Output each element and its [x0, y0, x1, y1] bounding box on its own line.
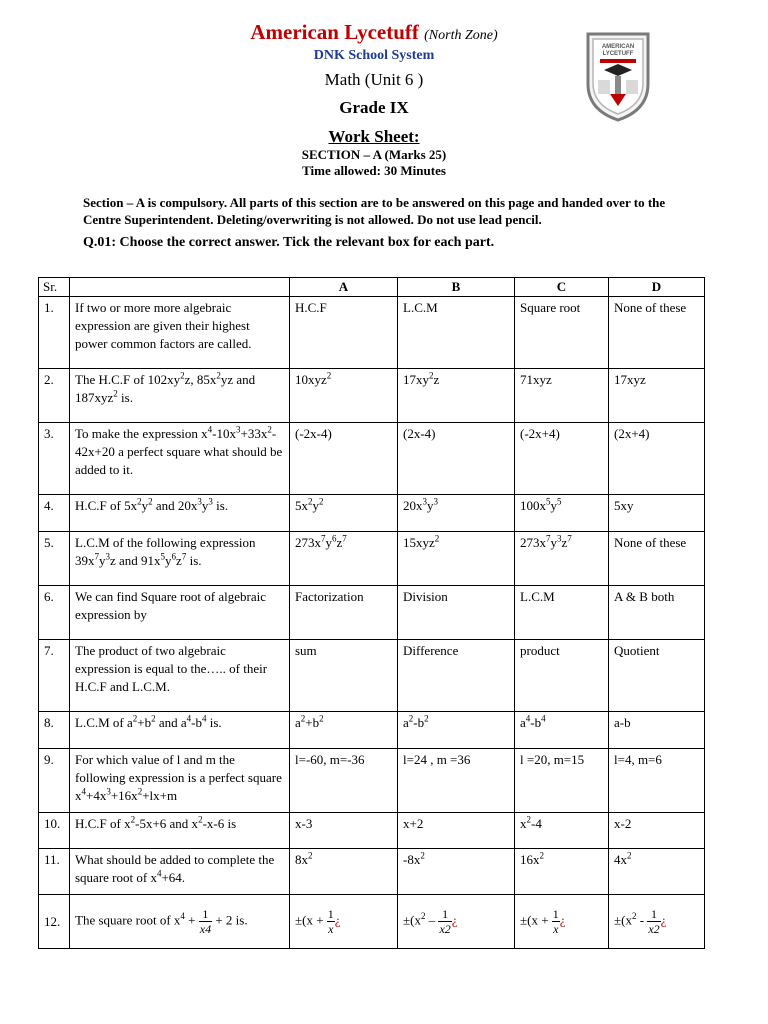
option-a[interactable]: l=-60, m=-36 [290, 749, 398, 813]
option-c[interactable]: (-2x+4) [515, 423, 609, 495]
table-row [39, 369, 705, 423]
question-text: H.C.F of $x^2-5x+6$ and $x^2-x-6$ is [70, 813, 290, 849]
grade-title: Grade IX [339, 98, 409, 117]
option-d[interactable]: 5xy [609, 495, 705, 532]
table-header-row [39, 278, 705, 297]
option-b[interactable]: l=24 , m =36 [398, 749, 515, 813]
option-a[interactable]: (-2x-4) [290, 423, 398, 495]
question-number: 10. [39, 813, 70, 849]
question-text: The product of two algebraic expression is equal to the….. of their H.C.F and L.C.M. [70, 640, 290, 712]
question-number: 1. [39, 297, 70, 369]
school-name: American Lycetuff [250, 20, 419, 44]
question-text: We can find Square root of algebraic expression by [70, 586, 290, 640]
section-title: SECTION – A (Marks 25) [301, 147, 447, 162]
option-c[interactable]: $a^4-b^4$ [515, 712, 609, 749]
header-sr: Sr. [39, 278, 70, 297]
table-row [39, 532, 705, 586]
option-c[interactable]: Square root [515, 297, 609, 369]
option-d[interactable]: a-b [609, 712, 705, 749]
question-number: 6. [39, 586, 70, 640]
question-text: H.C.F of $5x^2y^2$ and $20x^3y^3$ is. [70, 495, 290, 532]
option-d[interactable]: (2x+4) [609, 423, 705, 495]
question-number: 11. [39, 849, 70, 895]
question-text: If two or more more algebraic expression are given their highest power common factors are called. [70, 297, 290, 369]
option-a[interactable]: $8x^2$ [290, 849, 398, 895]
option-b[interactable]: L.C.M [398, 297, 515, 369]
header-option-c: C [515, 278, 609, 297]
table-row [39, 849, 705, 895]
question-text: For which value of l and m the following expression is a perfect square $x^4+4x^3+16x^2+lx+m$ [70, 749, 290, 813]
logo-text-2: LYCETUFF [602, 51, 634, 57]
table-row [39, 749, 705, 813]
table-row [39, 640, 705, 712]
logo-red-band [600, 59, 636, 63]
question-number: 9. [39, 749, 70, 813]
table-row [39, 712, 705, 749]
option-c[interactable]: ±(x + $\frac{1}{x}$ ¿ [515, 895, 609, 949]
option-d[interactable]: None of these [609, 297, 705, 369]
option-b[interactable]: $\pm(x^2$ – $\frac{1}{x2}$ ¿ [398, 895, 515, 949]
question-text: L.C.M of the following expression $39x^7y^3z$ and $91x^5y^6z^7$ is. [70, 532, 290, 586]
option-c[interactable]: product [515, 640, 609, 712]
option-d[interactable]: $\pm(x^2$ - $\frac{1}{x2}$ ¿ [609, 895, 705, 949]
question-number: 7. [39, 640, 70, 712]
table-row [39, 297, 705, 369]
option-d[interactable]: x-2 [609, 813, 705, 849]
worksheet-label: Work Sheet: [328, 127, 420, 146]
table-row [39, 895, 705, 949]
option-a[interactable]: 10xyz$^2$ [290, 369, 398, 423]
option-d[interactable]: l=4, m=6 [609, 749, 705, 813]
header-option-a: A [290, 278, 398, 297]
question-number: 5. [39, 532, 70, 586]
question-number: 12. [39, 895, 70, 949]
table-row [39, 586, 705, 640]
question-heading: Q.01: Choose the correct answer. Tick the relevant box for each part. [83, 235, 495, 250]
question-text: To make the expression $x^4-10x^3+33x^2-42x+20$ a perfect square what should be added to it. [70, 423, 290, 495]
header-option-b: B [398, 278, 515, 297]
question-number: 4. [39, 495, 70, 532]
subject-title: Math (Unit 6 ) [324, 70, 424, 89]
worksheet-title [0, 127, 748, 147]
option-c[interactable]: L.C.M [515, 586, 609, 640]
option-b[interactable]: 15xyz$^2$ [398, 532, 515, 586]
option-b[interactable]: Division [398, 586, 515, 640]
option-b[interactable]: (2x-4) [398, 423, 515, 495]
option-d[interactable]: Quotient [609, 640, 705, 712]
table-row [39, 423, 705, 495]
section-instructions: Section – A is compulsory. All parts of this section are to be answered on this page and handed over to the Centre Superintendent. Deleting/overwriting is not allowed. Do not use lead pencil. [83, 195, 666, 227]
option-c[interactable]: $16x^2$ [515, 849, 609, 895]
time-allowed: Time allowed: 30 Minutes [302, 163, 446, 178]
mcq-table [38, 277, 705, 949]
option-c[interactable]: l =20, m=15 [515, 749, 609, 813]
zone-label: (North Zone) [424, 28, 498, 43]
option-b[interactable]: $-8x^2$ [398, 849, 515, 895]
header-question [70, 278, 290, 297]
option-a[interactable]: H.C.F [290, 297, 398, 369]
question-text: What should be added to complete the square root of $x^4+64$. [70, 849, 290, 895]
option-b[interactable]: x+2 [398, 813, 515, 849]
option-b[interactable]: Difference [398, 640, 515, 712]
option-a[interactable]: Factorization [290, 586, 398, 640]
table-row [39, 813, 705, 849]
option-b[interactable]: $17xy^2z$ [398, 369, 515, 423]
question-text: The square root of $x^4$ + $\frac{1}{x4}$ + 2 is. [70, 895, 290, 949]
table-row [39, 495, 705, 532]
question-number: 3. [39, 423, 70, 495]
option-d[interactable]: $4x^2$ [609, 849, 705, 895]
option-a[interactable]: x-3 [290, 813, 398, 849]
question-text: L.C.M of $a^2+b^2$ and $a^4-b^4$ is. [70, 712, 290, 749]
option-a[interactable]: ±(x + $\frac{1}{x}$ ¿ [290, 895, 398, 949]
logo-text-1: AMERICAN [601, 44, 635, 50]
question-number: 8. [39, 712, 70, 749]
option-c[interactable]: $100x^5y^5$ [515, 495, 609, 532]
school-logo-shield-icon [584, 30, 652, 122]
option-d[interactable]: A & B both [609, 586, 705, 640]
option-b[interactable]: $a^2-b^2$ [398, 712, 515, 749]
option-d[interactable]: None of these [609, 532, 705, 586]
option-a[interactable]: sum [290, 640, 398, 712]
option-a[interactable]: $273x^7y^6z^7$ [290, 532, 398, 586]
option-d[interactable]: 17xyz [609, 369, 705, 423]
option-c[interactable]: $x^2-4$ [515, 813, 609, 849]
header-option-d: D [609, 278, 705, 297]
option-a[interactable]: $5x^2y^2$ [290, 495, 398, 532]
question-text: The H.C.F of $102xy^2z$, $85x^2yz$ and 187xyz$^2$ is. [70, 369, 290, 423]
option-c[interactable]: $273x^7y^3z^7$ [515, 532, 609, 586]
question-number: 2. [39, 369, 70, 423]
option-c[interactable]: 71xyz [515, 369, 609, 423]
option-b[interactable]: $20x^3y^3$ [398, 495, 515, 532]
option-a[interactable]: $a^2+b^2$ [290, 712, 398, 749]
school-system: DNK School System [313, 48, 435, 63]
